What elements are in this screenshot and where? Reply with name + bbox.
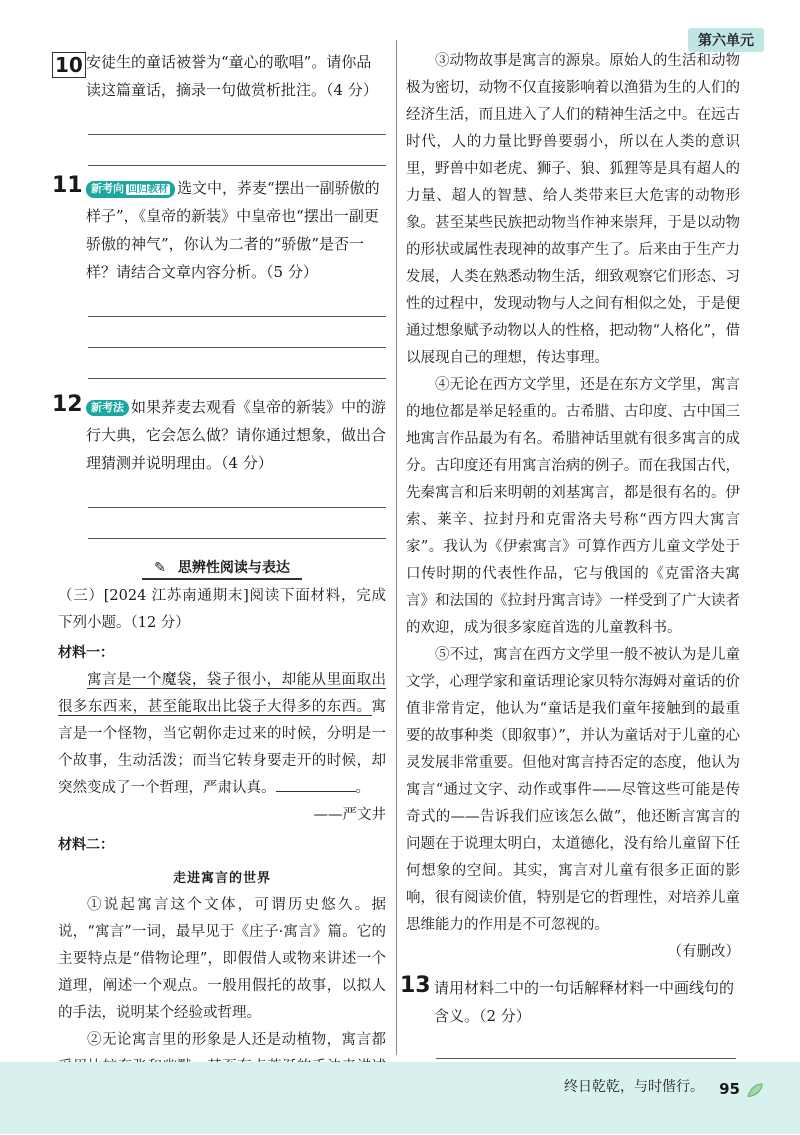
unit-badge: 第六单元 [688, 28, 764, 52]
question-text: 安徒生的童话被誉为“童心的歌唱”。请你品读这篇童话，摘录一句做赏析批注。（4 分） [86, 53, 378, 99]
question-11 [52, 173, 386, 286]
right-column [400, 48, 740, 1059]
leaf-icon [746, 1082, 764, 1100]
paragraph-4: ④无论在西方文学里，还是在东方文学里，寓言的地位都是举足轻重的。古希腊、古印度、古中国三地寓言作品最为有名。希腊神话里就有很多寓言的成分。古印度还有用寓言治病的例子。而在我国古代，先秦寓言和后来明朝的刘基寓言，都是很有名的。伊索、莱辛、拉封丹和克雷洛夫号称“西方四大寓言家”。我认为《伊索寓言》可算作西方儿童文学处于口传时期的代表性作品，它与俄国的《克雷洛夫寓言》和法国的《拉封丹寓言诗》一样受到了广大读者的欢迎，成为很多家庭首选的儿童教科书。 [406, 377, 740, 636]
question-12 [52, 392, 387, 477]
page-footer [0, 1062, 800, 1134]
section-intro: （三）[2024 江苏南通期末]阅读下面材料，完成下列小题。（12 分） [58, 588, 386, 631]
material-1-label: 材料一： [58, 645, 114, 661]
left-column [52, 48, 387, 1135]
question-number: 11 [52, 173, 83, 198]
answer-line[interactable] [436, 1030, 736, 1059]
page-number: 95 [719, 1080, 740, 1098]
question-number: 13 [400, 973, 431, 998]
page-header [420, 0, 800, 54]
answer-line[interactable] [88, 477, 386, 508]
answer-line[interactable] [88, 508, 386, 539]
answer-line[interactable] [88, 317, 386, 348]
paragraph-2: ②无论寓言里的形象是人还是动植物，寓言都 [87, 1032, 386, 1048]
material-2-title: 走进寓言的世界 [172, 871, 271, 886]
underlined-sentence: 寓言是一个魔袋，袋子很小，却能从里面取出很多东西来，甚至能取出比袋子大得多的东西。 [58, 672, 386, 715]
material-1-text: 寓言是一个魔袋，袋子很小，却能从里面取出很多东西来，甚至能取出比袋子大得多的东西。寓言是一个怪物，当它朝你走过来的时候，分明是一个故事，生动活泼；而当它转身要走开的时候，却突然变成了一个哲理，严肃认真。 。 [58, 672, 386, 796]
material-2-label: 材料二： [58, 837, 114, 853]
question-number: 12 [52, 392, 83, 417]
answer-line[interactable] [88, 135, 386, 166]
pen-icon: ✎ [148, 560, 172, 580]
material-1-author: ——严文井 [313, 807, 386, 823]
question-10 [55, 48, 386, 104]
question-text: 选文中，荞麦“摆出一副骄傲的样子”，《皇帝的新装》中皇帝也“摆出一副更骄傲的神气”，你认为二者的“骄傲”是否一样？请结合文章内容分析。（5 分） [86, 179, 380, 281]
section-title: ✎ 思辨性阅读与表达 [58, 557, 386, 577]
question-number: 10 [52, 52, 86, 78]
question-13 [400, 973, 740, 1030]
edit-note: （有删改） [667, 944, 740, 960]
new-direction-tag: 新考向 回归教材 [86, 181, 175, 198]
question-text: 如果荞麦去观看《皇帝的新装》中的游行大典，它会怎么做？请你通过想象，做出合理猜测并说明理由。（4 分） [86, 398, 387, 472]
new-method-tag: 新考法 [86, 400, 129, 416]
question-text: 请用材料二中的一句话解释材料一中画线句的含义。（2 分） [434, 979, 735, 1025]
motto: 终日乾乾，与时偕行。 [564, 1079, 704, 1095]
paragraph-3: ③动物故事是寓言的源泉。原始人的生活和动物极为密切，动物不仅直接影响着以渔猎为生的人们的经济生活，而且进入了人们的精神生活之中。在远古时代，人的力量比野兽要弱小，所以在人类的意识里，野兽中如老虎、狮子、狼、狐狸等是具有超人的力量、超人的智慧、给人类带来巨大危害的动物形象。甚至某些民族把动物当作神来崇拜，于是以动物的形状或属性表现神的故事产生了。后来由于生产力发展，人类在熟悉动物生活，细致观察它们形态、习性的过程中，发现动物与人之间有相似之处，于是便通过想象赋予动物以人的性格，把动物“人格化”，借以展现自己的理想，传达事理。 [406, 53, 740, 366]
column-divider [396, 40, 397, 1055]
paragraph-5: ⑤不过，寓言在西方文学里一般不被认为是儿童文学，心理学家和童话理论家贝特尔海姆对童话的价值非常肯定，他认为“童话是我们童年接触到的最重要的故事种类（即叙事）”，并认为童话对于儿童的心灵发展非常重要。但他对寓言持否定的态度，他认为寓言“通过文字、动作或事件——尽管这些可能是传奇式的——告诉我们应该怎么做”，他还断言寓言的问题在于说理太明白，太道德化，没有给儿童留下任何想象的空间。其实，寓言对儿童有很多正面的影响，很有阅读价值，特别是它的哲理性，对培养儿童思维能力的作用是不可忽视的。 [406, 647, 740, 933]
answer-line[interactable] [88, 348, 386, 379]
answer-line[interactable] [88, 104, 386, 135]
paragraph-1: ①说起寓言这个文体，可谓历史悠久。据说，“寓言”一词，最早见于《庄子·寓言》篇。它的主要特点是“借物论理”，即假借人或物来讲述一个道理，阐述一个观点。一般用假托的故事，以拟人的手法，说明某个经验或哲理。 [58, 897, 386, 1021]
answer-line[interactable] [88, 286, 386, 317]
